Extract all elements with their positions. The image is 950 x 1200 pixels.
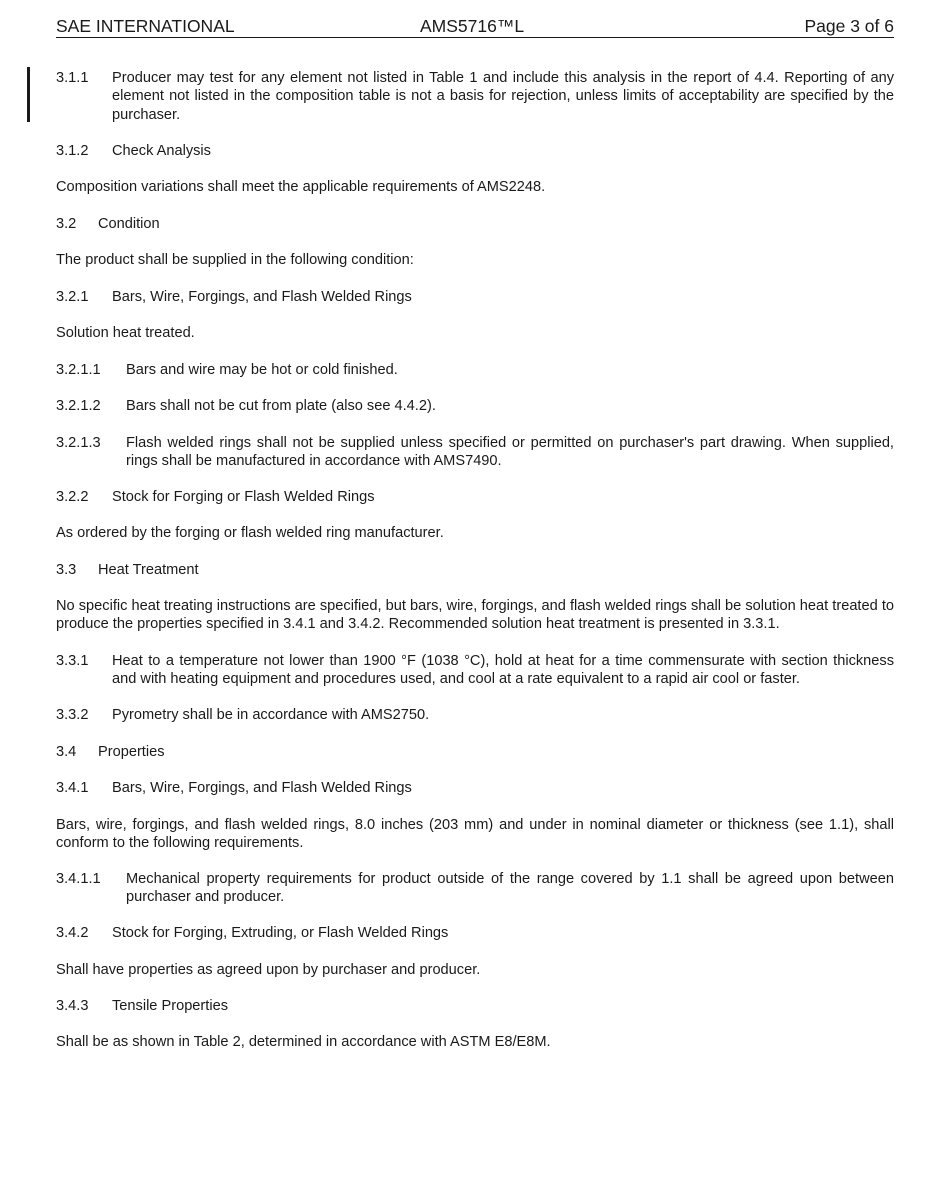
section-text: Pyrometry shall be in accordance with AMS2750.	[112, 707, 430, 723]
paragraph-3-2-1-1	[56, 361, 894, 379]
paragraph-3-4-1-1	[56, 870, 894, 907]
section-title: Check Analysis	[112, 143, 211, 159]
heading-3-4-3	[56, 997, 894, 1015]
section-number: 3.2.1	[56, 289, 89, 305]
revision-change-bar	[27, 67, 30, 122]
heading-3-2-1	[56, 288, 894, 306]
paragraph-composition: Composition variations shall meet the applicable requirements of AMS2248.	[56, 179, 546, 195]
header-page-number: Page 3 of 6	[804, 16, 894, 36]
section-title: Condition	[98, 216, 160, 232]
section-title: Bars, Wire, Forgings, and Flash Welded Rings	[112, 780, 412, 796]
heading-3-1-2	[56, 142, 894, 160]
section-text: Bars and wire may be hot or cold finished.	[126, 362, 398, 378]
section-title: Tensile Properties	[112, 998, 228, 1014]
paragraph-bars-requirements: Bars, wire, forgings, and flash welded rings, 8.0 inches (203 mm) and under in nominal diameter or thickness (see 1.1), shall conform to the following requirements.	[56, 817, 894, 852]
section-text: Mechanical property requirements for product outside of the range covered by 1.1 shall be agreed upon between purchaser and producer.	[126, 871, 894, 906]
paragraph-tensile: Shall be as shown in Table 2, determined in accordance with ASTM E8/E8M.	[56, 1034, 551, 1050]
section-title: Stock for Forging or Flash Welded Rings	[112, 489, 375, 505]
paragraph-ordered: As ordered by the forging or flash welded ring manufacturer.	[56, 525, 444, 541]
section-number: 3.4.1.1	[56, 871, 101, 887]
section-number: 3.2.2	[56, 489, 89, 505]
heading-3-4	[56, 743, 894, 761]
heading-3-2-2	[56, 488, 894, 506]
section-number: 3.3.1	[56, 653, 89, 669]
heading-3-4-2	[56, 924, 894, 942]
section-number: 3.4.1	[56, 780, 89, 796]
section-number: 3.3	[56, 562, 77, 578]
section-number: 3.4.3	[56, 998, 89, 1014]
header-organization: SAE INTERNATIONAL	[56, 16, 235, 36]
paragraph-3-1-1	[56, 69, 894, 124]
section-number: 3.4	[56, 744, 77, 760]
section-number: 3.2.1.2	[56, 398, 101, 414]
paragraph-3-3-2	[56, 706, 894, 724]
paragraph-heat-treatment: No specific heat treating instructions are specified, but bars, wire, forgings, and flash welded rings shall be solution heat treated to produce the properties specified in 3.4.1 and 3.4.2. Recommended solution heat treatment is presented in 3.3.1.	[56, 598, 894, 633]
paragraph-solution: Solution heat treated.	[56, 325, 195, 341]
paragraph-3-2-1-2	[56, 397, 894, 415]
section-title: Properties	[98, 744, 165, 760]
section-text: Flash welded rings shall not be supplied unless specified or permitted on purchaser's part drawing. When supplied, rings shall be manufactured in accordance with AMS7490.	[126, 435, 894, 470]
section-text: Bars shall not be cut from plate (also see 4.4.2).	[126, 398, 436, 414]
paragraph-3-3-1	[56, 652, 894, 689]
section-number: 3.2.1.3	[56, 435, 101, 451]
paragraph-agreed-properties: Shall have properties as agreed upon by purchaser and producer.	[56, 962, 481, 978]
section-number: 3.2	[56, 216, 77, 232]
section-title: Stock for Forging, Extruding, or Flash Welded Rings	[112, 925, 449, 941]
section-number: 3.3.2	[56, 707, 89, 723]
section-number: 3.1.1	[56, 70, 89, 86]
section-number: 3.2.1.1	[56, 362, 101, 378]
paragraph-3-2-1-3	[56, 434, 894, 471]
paragraph-condition: The product shall be supplied in the following condition:	[56, 252, 414, 268]
heading-3-2	[56, 215, 894, 233]
section-number: 3.4.2	[56, 925, 89, 941]
heading-3-3	[56, 561, 894, 579]
section-title: Bars, Wire, Forgings, and Flash Welded Rings	[112, 289, 412, 305]
heading-3-4-1	[56, 779, 894, 797]
section-text: Heat to a temperature not lower than 1900 °F (1038 °C), hold at heat for a time commensurate with section thickness and with heating equipment and procedures used, and cool at a rate equivalent to a rapid air cool or faster.	[112, 653, 894, 688]
section-title: Heat Treatment	[98, 562, 199, 578]
section-text: Producer may test for any element not listed in Table 1 and include this analysis in the report of 4.4. Reporting of any element not listed in the composition table is not a basis for rejection, unless limits of acceptability are specified by the purchaser.	[112, 70, 894, 123]
header-document-number: AMS5716™L	[420, 16, 525, 36]
page-header	[56, 15, 894, 38]
section-number: 3.1.2	[56, 143, 89, 159]
